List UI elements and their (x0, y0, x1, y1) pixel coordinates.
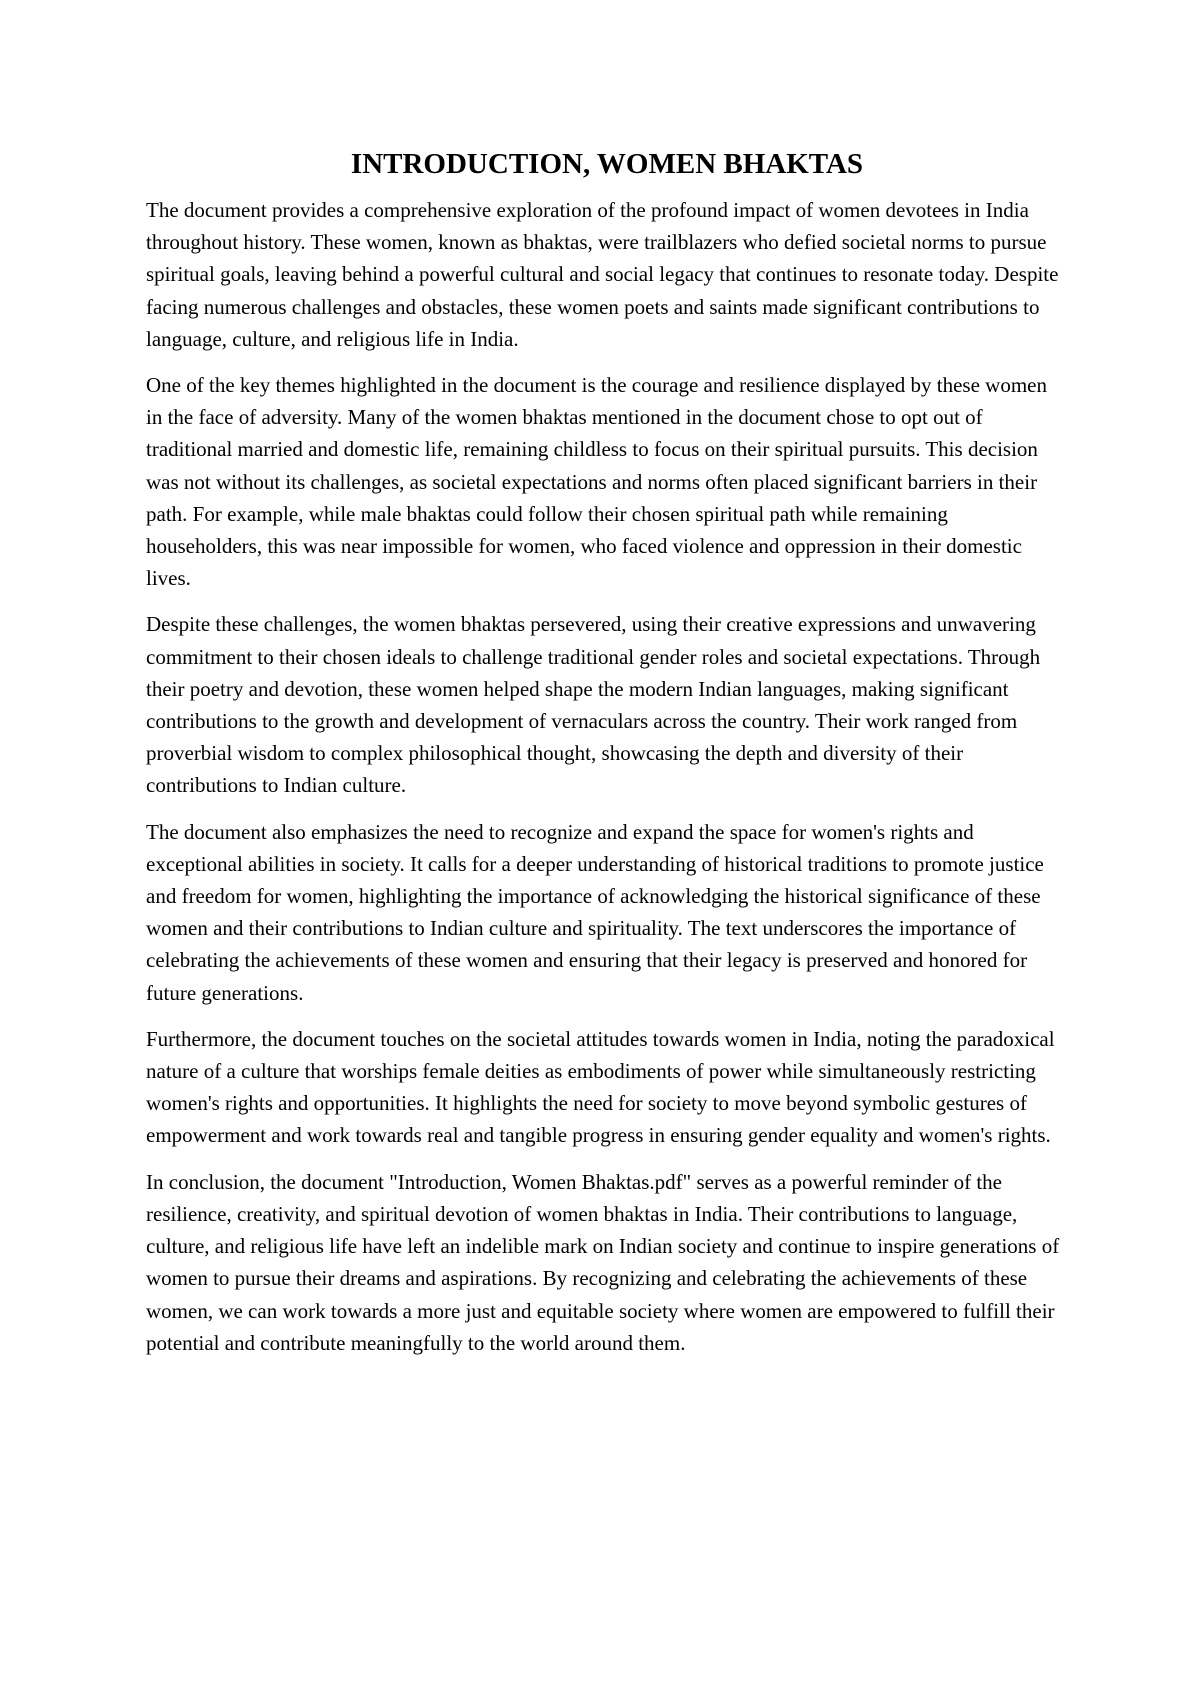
paragraph-1: The document provides a comprehensive exploration of the profound impact of women devotees in India throughout history. These women, known as bhaktas, were trailblazers who defied societal norms to pursue spiritual goals, leaving behind a powerful cultural and social legacy that continues to resonate today. Despite facing numerous challenges and obstacles, these women poets and saints made significant contributions to language, culture, and religious life in India. (146, 198, 1059, 351)
paragraph-4: The document also emphasizes the need to recognize and expand the space for women's rights and exceptional abilities in society. It calls for a deeper understanding of historical traditions to promote justice and freedom for women, highlighting the importance of acknowledging the historical significance of these women and their contributions to Indian culture and spirituality. The text underscores the importance of celebrating the achievements of these women and ensuring that their legacy is preserved and honored for future generations. (146, 819, 1044, 1005)
paragraph-6: In conclusion, the document "Introduction, Women Bhaktas.pdf" serves as a powerful reminder of the resilience, creativity, and spiritual devotion of women bhaktas in India. Their contributions to language, culture, and religious life have left an indelible mark on Indian society and continue to inspire generations of women to pursue their dreams and aspirations. By recognizing and celebrating the achievements of these women, we can work towards a more just and equitable society where women are empowered to fulfill their potential and contribute meaningfully to the world around them. (146, 1169, 1060, 1355)
paragraph-5: Furthermore, the document touches on the societal attitudes towards women in India, noting the paradoxical nature of a culture that worships female deities as embodiments of power while simultaneously restricting women's rights and opportunities. It highlights the need for society to move beyond symbolic gestures of empowerment and work towards real and tangible progress in ensuring gender equality and women's rights. (146, 1026, 1055, 1148)
paragraph-3: Despite these challenges, the women bhaktas persevered, using their creative expressions and unwavering commitment to their chosen ideals to challenge traditional gender roles and societal expectations. Through their poetry and devotion, these women helped shape the modern Indian languages, making significant contributions to the growth and development of vernaculars across the country. Their work ranged from proverbial wisdom to complex philosophical thought, showcasing the depth and diversity of their contributions to Indian culture. (146, 612, 1041, 798)
document-body (146, 146, 1068, 1373)
paragraph-2: One of the key themes highlighted in the document is the courage and resilience displayed by these women in the face of adversity. Many of the women bhaktas mentioned in the document chose to opt out of traditional married and domestic life, remaining childless to focus on their spiritual pursuits. This decision was not without its challenges, as societal expectations and norms often placed significant barriers in their path. For example, while male bhaktas could follow their chosen spiritual path while remaining householders, this was near impossible for women, who faced violence and oppression in their domestic lives. (146, 373, 1047, 591)
document-title: INTRODUCTION, WOMEN BHAKTAS (350, 148, 864, 180)
